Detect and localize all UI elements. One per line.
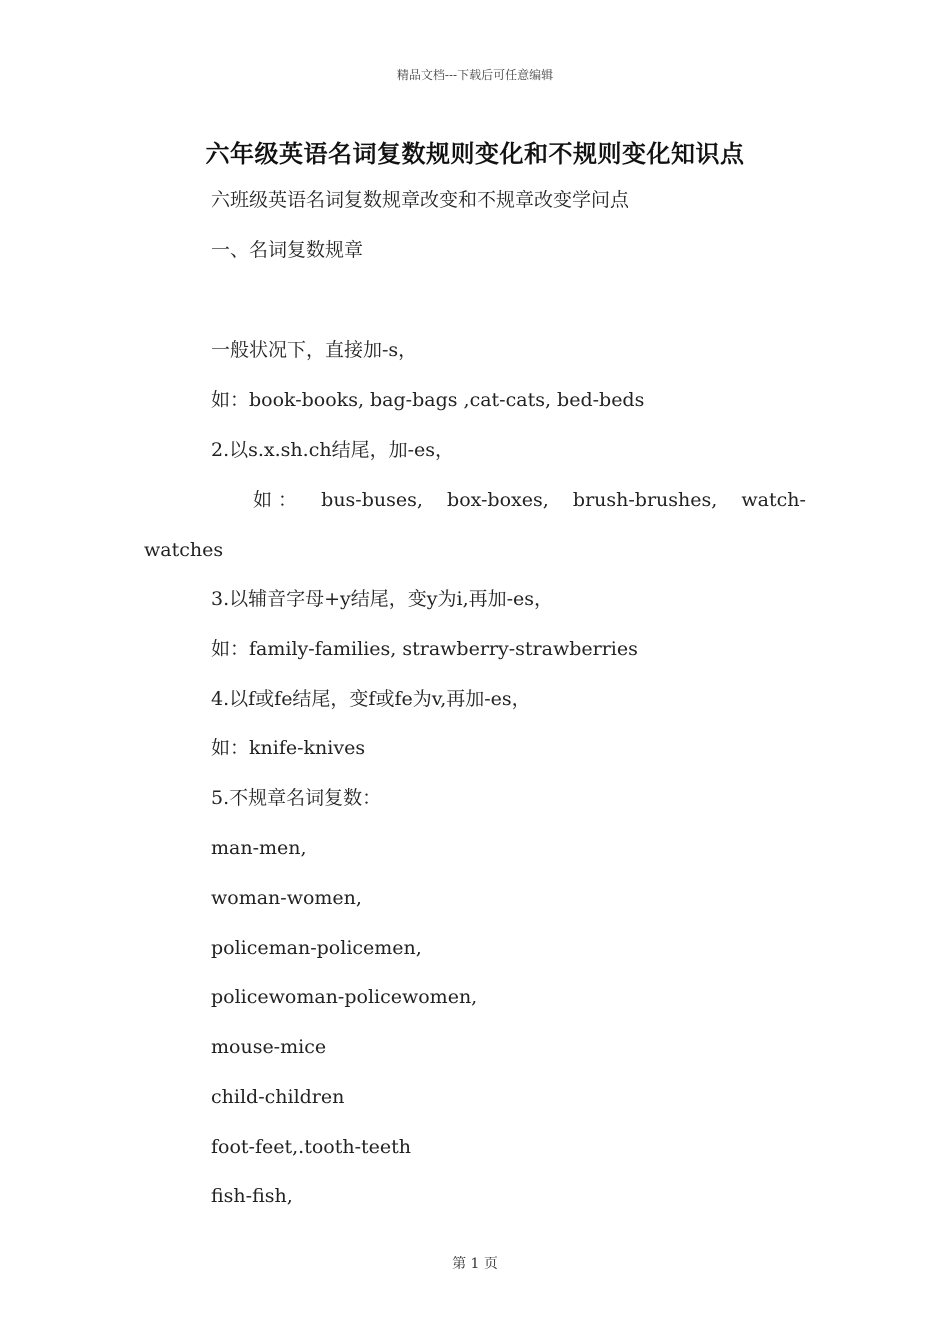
rule-4-text: 4.以f或fe结尾，变f或fe为v,再加-es， [211,688,531,710]
irregular-plural-item: foot-feet,.tooth-teeth [211,1136,412,1158]
irregular-plural-item: woman-women, [211,887,362,909]
rule-5-heading: 5.不规章名词复数： [211,787,382,809]
rule-2-example-part: 如 ： [253,489,298,511]
subtitle-line: 六班级英语名词复数规章改变和不规章改变学问点 [211,189,630,211]
rule-4-example: 如：knife-knives [211,737,366,759]
rule-1-example: 如：book-books, bag-bags ,cat-cats, bed-beds [211,389,645,411]
section-heading: 一、名词复数规章 [211,239,364,261]
irregular-plural-item: policewoman-policewomen, [211,986,478,1008]
rule-2-example-part: watch- [741,489,806,511]
irregular-plural-item: man-men, [211,837,307,859]
rule-2-example [253,485,806,515]
page-footer: 第 1 页 [452,1256,498,1272]
irregular-plural-item: child-children [211,1086,345,1108]
rule-2-example-continuation: watches [144,539,224,561]
rule-3-example: 如：family-families, strawberry-strawberries [211,638,638,660]
rule-2-example-part: bus-buses, [321,489,423,511]
rule-2-text: 2.以s.x.sh.ch结尾，加-es， [211,439,454,461]
irregular-plural-item: policeman-policemen, [211,937,422,959]
page-title: 六年级英语名词复数规则变化和不规则变化知识点 [205,139,745,168]
page-header: 精品文档---下载后可任意编辑 [396,68,554,82]
rule-2-example-part: box-boxes, [447,489,549,511]
irregular-plural-item: fish-fish, [211,1185,293,1207]
irregular-plural-item: mouse-mice [211,1036,327,1058]
rule-1-text: 一般状况下，直接加-s， [211,339,418,361]
rule-3-text: 3.以辅音字母+y结尾，变y为i,再加-es， [211,588,554,610]
rule-2-example-part: brush-brushes, [572,489,718,511]
